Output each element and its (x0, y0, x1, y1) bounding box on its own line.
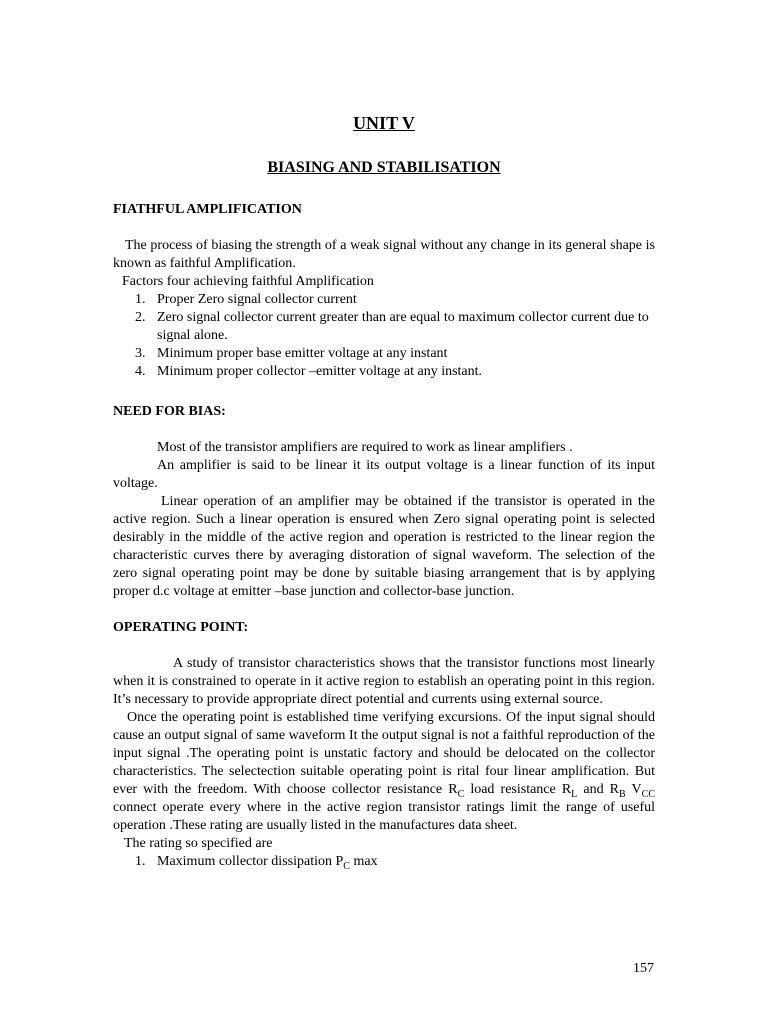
ratings-list (113, 853, 655, 871)
list-number: 3. (135, 346, 146, 361)
subscript: C (343, 860, 350, 872)
subscript: CC (641, 788, 656, 800)
chapter-title: BIASING AND STABILISATION (267, 159, 501, 176)
list-item (113, 363, 655, 381)
section-heading-faithful-amplification: FIATHFUL AMPLIFICATION (113, 202, 302, 217)
subscript: B (619, 788, 626, 800)
paragraph: Linear operation of an amplifier may be obtained if the transistor is operated in the active region. Such a linear operation is ensured when Zero signal operating point is selected desirably in the middle of the active region and operation is restricted to the linear region the characteristic curves there by averaging distoration of signal waveform. The selection of the zero signal operating point may be done by suitable biasing arrangement that is by applying proper d.c voltage at emitter –base junction and collector-base junction. (113, 494, 655, 599)
paragraph (113, 709, 655, 835)
list-item (113, 853, 655, 871)
paragraph: Factors four achieving faithful Amplification (122, 274, 374, 289)
section-heading-need-for-bias: NEED FOR BIAS: (113, 404, 226, 419)
paragraph: The rating so specified are (124, 836, 273, 851)
list-number: 4. (135, 364, 146, 379)
text-run: max (349, 854, 378, 869)
factors-list (113, 291, 655, 381)
list-number: 1. (135, 292, 146, 307)
list-item (113, 291, 655, 309)
list-item (113, 309, 655, 345)
list-text: Minimum proper collector –emitter voltage at any instant. (157, 364, 483, 379)
text-run: load resistance R (464, 782, 572, 797)
list-text (157, 854, 378, 872)
list-number: 1. (135, 854, 146, 869)
list-number: 2. (135, 310, 146, 325)
paragraph: Most of the transistor amplifiers are required to work as linear amplifiers . (157, 440, 573, 455)
paragraph: The process of biasing the strength of a weak signal without any change in its general shape is known as faithful Amplification. (113, 238, 655, 271)
list-item (113, 345, 655, 363)
page-number: 157 (633, 961, 654, 976)
unit-title: UNIT V (353, 113, 415, 133)
text-run: and R (577, 782, 620, 797)
section-heading-operating-point: OPERATING POINT: (113, 620, 249, 635)
text-run: Maximum collector dissipation P (157, 854, 344, 869)
page-content (113, 112, 655, 871)
text-run: Once the operating point is established time verifying excursions. Of the input signal should cause an output signal of same waveform It the output signal is not a faithful reproduction of the input signal .The operating point is unstatic factory and should be delocated on the collector characteristics. The selectection suitable operating point is rital four linear amplification. But ever with the freedom. With choose collector resistance R (113, 710, 655, 797)
list-text: Zero signal collector current greater than are equal to maximum collector current due to signal alone. (157, 310, 649, 343)
list-text: Proper Zero signal collector current (157, 292, 357, 307)
text-run: connect operate every where in the active region transistor ratings limit the range of useful operation .These rating are usually listed in the manufactures data sheet. (113, 800, 655, 833)
text-run: V (625, 782, 642, 797)
subscript: L (571, 788, 578, 800)
paragraph: A study of transistor characteristics shows that the transistor functions most linearly when it is constrained to operate in it active region to establish an operating point in this region. It’s necessary to provide appropriate direct potential and currents using external source. (113, 656, 655, 707)
list-text: Minimum proper base emitter voltage at any instant (157, 346, 448, 361)
subscript: C (457, 788, 465, 800)
paragraph: An amplifier is said to be linear it its output voltage is a linear function of its input voltage. (113, 458, 655, 491)
